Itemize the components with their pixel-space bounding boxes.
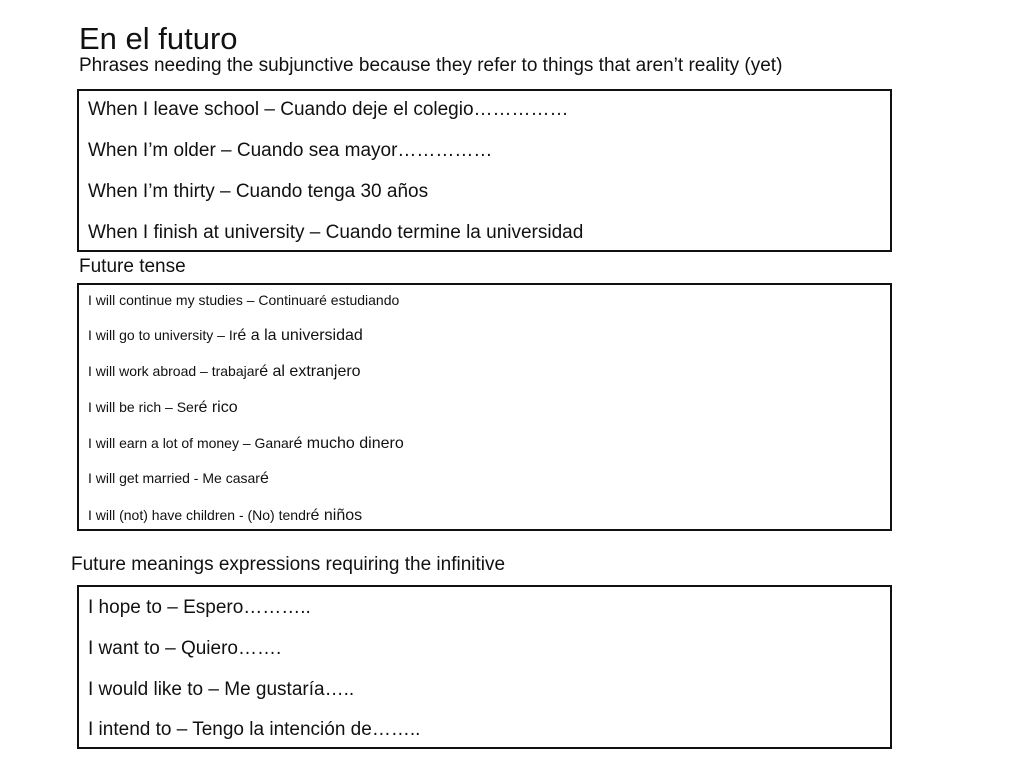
phrase-ending: é rico	[198, 399, 238, 416]
phrase-ending: é	[259, 470, 269, 487]
future-tense-phrase	[88, 505, 362, 526]
future-tense-phrase	[88, 325, 363, 346]
subjunctive-phrase: When I’m older – Cuando sea mayor……………	[88, 140, 493, 161]
infinitive-expression: I intend to – Tengo la intención de……..	[88, 719, 421, 740]
subjunctive-phrase: When I leave school – Cuando deje el colegio……………	[88, 99, 569, 120]
phrase-ending: é a la universidad	[237, 327, 363, 344]
phrase-text: I will (not) have children - (No) tendr	[88, 507, 311, 523]
phrase-ending: é al extranjero	[259, 363, 361, 380]
future-tense-phrase	[88, 468, 269, 489]
subjunctive-phrase: When I’m thirty – Cuando tenga 30 años	[88, 181, 429, 202]
phrase-text: I will work abroad – trabajar	[88, 363, 260, 379]
page-title: En el futuro	[79, 21, 238, 56]
phrase-text: I will get married - Me casar	[88, 470, 260, 486]
phrase-text: I will earn a lot of money – Ganar	[88, 435, 294, 451]
future-tense-phrase	[88, 433, 404, 454]
future-tense-box	[77, 283, 892, 531]
phrase-ending: é mucho dinero	[293, 435, 404, 452]
phrase-text: I will go to university – Ir	[88, 327, 238, 343]
subjunctive-phrase: When I finish at university – Cuando termine la universidad	[88, 222, 584, 243]
subjunctive-phrases-box	[77, 89, 892, 252]
phrase-ending: é niños	[310, 507, 363, 524]
future-tense-phrase	[88, 397, 238, 418]
infinitive-expressions-box	[77, 585, 892, 749]
future-tense-phrase	[88, 290, 399, 311]
future-tense-label: Future tense	[79, 256, 186, 277]
phrase-text: I will be rich – Ser	[88, 399, 199, 415]
infinitive-section-label: Future meanings expressions requiring the infinitive	[71, 554, 506, 575]
infinitive-expression: I hope to – Espero………..	[88, 597, 311, 618]
future-tense-phrase	[88, 361, 361, 382]
infinitive-expression: I would like to – Me gustaría…..	[88, 679, 355, 700]
phrase-text: I will continue my studies – Continuaré estudiando	[88, 292, 400, 308]
infinitive-expression: I want to – Quiero…….	[88, 638, 282, 659]
page-subtitle: Phrases needing the subjunctive because they refer to things that aren’t reality (yet)	[79, 55, 783, 76]
